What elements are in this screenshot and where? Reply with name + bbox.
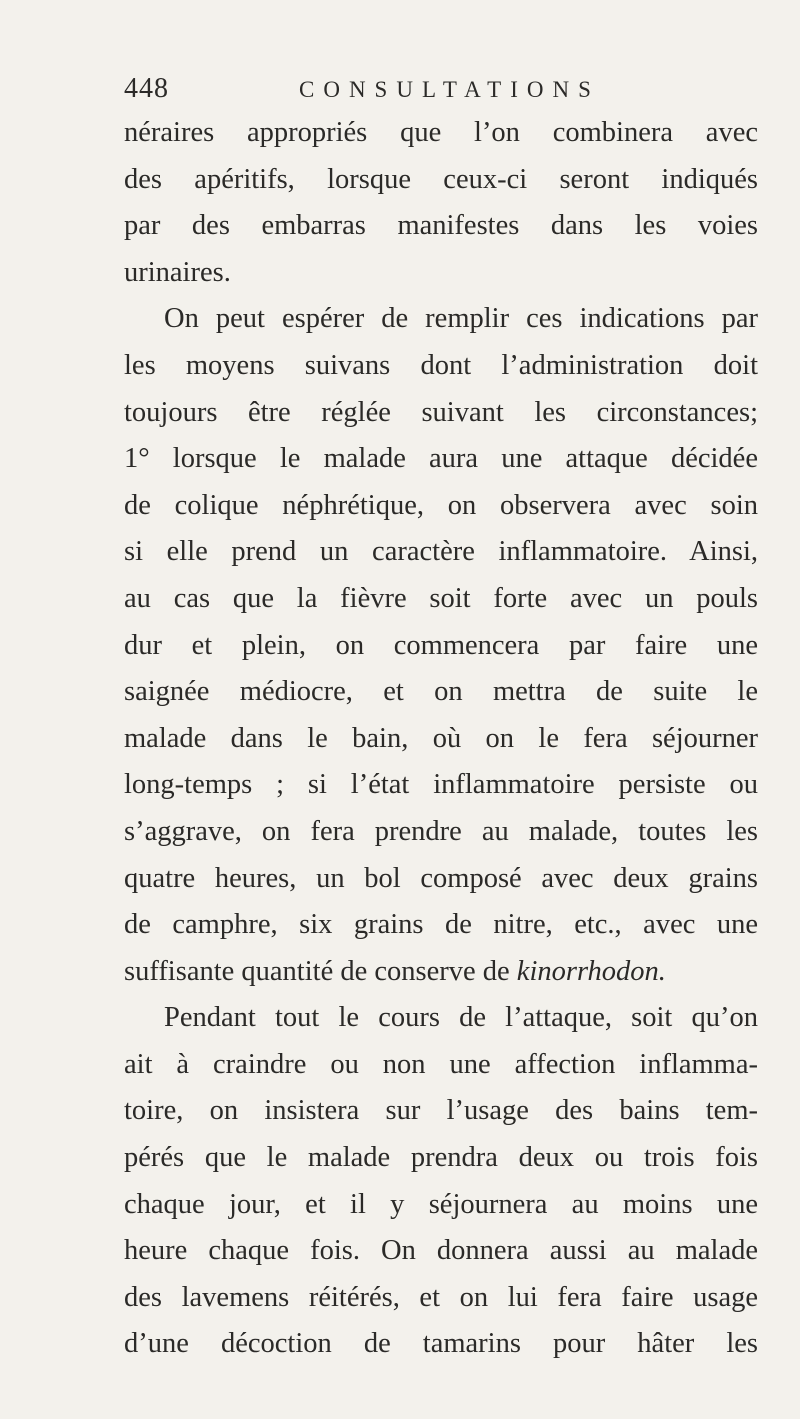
text-line-18: de camphre, six grains de nitre, etc., avec une (124, 909, 758, 941)
text-line-7: toujours être réglée suivant les circonstances; (124, 396, 758, 428)
text-line-24: chaque jour, et il y séjournera au moins une (124, 1188, 758, 1220)
text-line-1: néraires appropriés que l’on combinera avec (124, 117, 758, 148)
text-line-19-roman: suffisante quantité de conserve de (124, 955, 510, 987)
text-line-10: si elle prend un caractère inflammatoire. Ainsi, (124, 536, 758, 568)
italic-term-kinorrhodon: kinorrhodon. (516, 955, 666, 987)
body-text (124, 110, 758, 1368)
text-line-2: des apéritifs, lorsque ceux-ci seront indiqués (124, 163, 758, 195)
text-line-8: 1° lorsque le malade aura une attaque décidée (124, 443, 758, 475)
text-line-16: s’aggrave, on fera prendre au malade, toutes les (124, 815, 758, 847)
text-line-4: urinaires. (124, 256, 231, 288)
text-line-19 (124, 949, 758, 996)
text-line-23: pérés que le malade prendra deux ou trois fois (124, 1142, 758, 1174)
page-number: 448 (124, 73, 169, 104)
text-line-27: d’une décoction de tamarins pour hâter les (124, 1328, 758, 1360)
text-line-21: ait à craindre ou non une affection inflamma- (124, 1048, 758, 1080)
text-line-9: de colique néphrétique, on observera avec soin (124, 489, 758, 521)
text-line-14: malade dans le bain, où on le fera séjourner (124, 722, 758, 754)
text-line-12: dur et plein, on commencera par faire une (124, 629, 758, 661)
text-line-25: heure chaque fois. On donnera aussi au malade (124, 1235, 758, 1267)
text-line-17: quatre heures, un bol composé avec deux grains (124, 862, 758, 894)
text-line-20: Pendant tout le cours de l’attaque, soit qu’on (164, 1002, 758, 1034)
running-head: CONSULTATIONS (299, 77, 600, 102)
text-line-3: par des embarras manifestes dans les voies (124, 210, 758, 242)
text-line-11: au cas que la fièvre soit forte avec un pouls (124, 582, 758, 614)
page-header (124, 72, 744, 112)
text-line-5: On peut espérer de remplir ces indications par (164, 303, 758, 335)
text-line-13: saignée médiocre, et on mettra de suite le (124, 676, 758, 708)
text-line-22: toire, on insistera sur l’usage des bains tem- (124, 1095, 758, 1127)
text-line-15: long-temps ; si l’état inflammatoire persiste ou (124, 769, 758, 801)
text-line-26: des lavemens réitérés, et on lui fera faire usage (124, 1281, 758, 1313)
text-line-6: les moyens suivans dont l’administration doit (124, 349, 758, 381)
